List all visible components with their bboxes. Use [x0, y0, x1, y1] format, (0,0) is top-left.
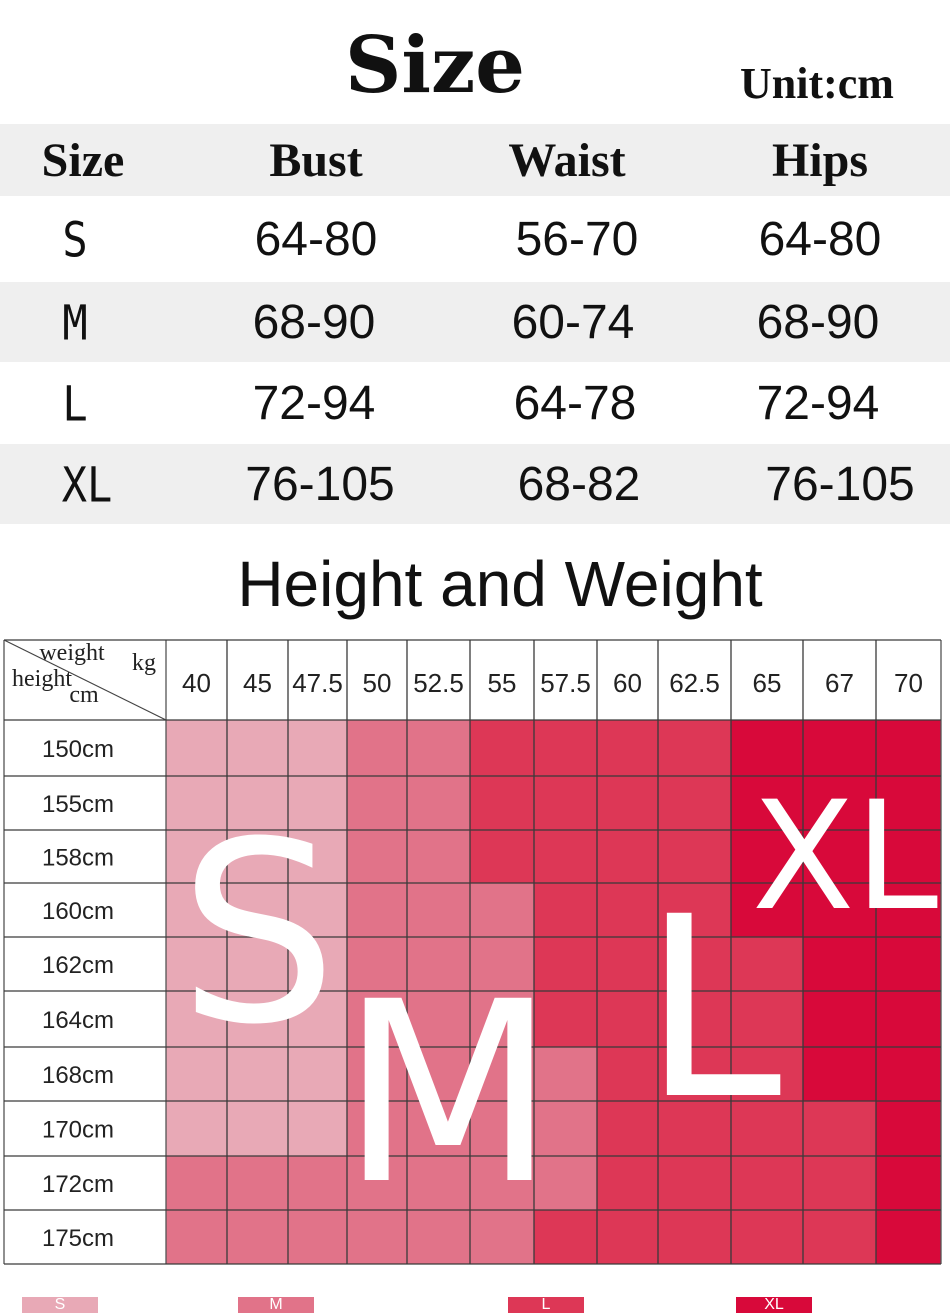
grid-cell-xl [876, 1047, 941, 1101]
grid-cell-s [227, 1101, 288, 1156]
size-overlay-label: L [642, 863, 782, 1154]
size-table-cell: 68-90 [756, 295, 880, 349]
grid-cell-m [347, 830, 407, 883]
size-table-cell: M [62, 293, 88, 351]
height-row-label: 162cm [41, 952, 115, 979]
size-table-row [0, 444, 950, 524]
size-table-cell: 60-74 [511, 295, 635, 349]
grid-cell-l [597, 1156, 658, 1210]
size-overlay-label: M [340, 948, 556, 1239]
grid-cell-l [597, 776, 658, 830]
weight-column-header: 52.5 [413, 668, 464, 698]
size-table-cell: 68-82 [517, 457, 641, 511]
size-table-cell: L [62, 374, 88, 432]
size-table-cell: 68-90 [252, 295, 376, 349]
grid-cell-m [166, 1156, 227, 1210]
size-table-cell: 64-80 [254, 212, 378, 266]
height-weight-grid [0, 630, 950, 1270]
weight-column-header: 55 [487, 668, 517, 698]
grid-cell-xl [876, 1156, 941, 1210]
weight-column-header: 60 [613, 668, 642, 698]
grid-cell-l [658, 720, 731, 776]
weight-column-header: 70 [894, 668, 923, 698]
grid-cell-s [227, 720, 288, 776]
size-chart-title: Size [345, 20, 525, 111]
grid-cell-m [407, 830, 470, 883]
grid-cell-s [166, 720, 227, 776]
grid-cell-l [803, 1156, 876, 1210]
weight-column-header: 67 [825, 668, 854, 698]
grid-cell-s [288, 1101, 347, 1156]
size-table-cell: 56-70 [515, 212, 639, 266]
grid-cell-xl [876, 1210, 941, 1264]
weight-column-header: 62.5 [669, 668, 720, 698]
size-table-cell: 76-105 [245, 457, 395, 511]
corner-weight-label: weight [39, 640, 105, 666]
column-header: Waist [508, 133, 626, 187]
grid-cell-xl [803, 991, 876, 1047]
size-overlay-label: S [178, 788, 338, 1079]
grid-cell-xl [876, 1101, 941, 1156]
corner-kg-label: kg [132, 650, 156, 676]
weight-column-header: 65 [752, 668, 782, 698]
grid-cell-m [407, 720, 470, 776]
size-table-cell: 64-80 [758, 212, 882, 266]
legend-swatch-l: L [508, 1297, 584, 1313]
grid-cell-xl [876, 720, 941, 776]
size-table-row [0, 362, 950, 444]
height-weight-title: Height and Weight [237, 548, 763, 620]
size-table-header [0, 124, 950, 196]
grid-cell-m [407, 883, 470, 937]
weight-column-header: 47.5 [292, 668, 343, 698]
grid-cell-xl [876, 937, 941, 991]
height-row-label: 158cm [41, 844, 115, 872]
grid-cell-l [658, 1210, 731, 1264]
height-row-label: 160cm [41, 898, 115, 925]
grid-cell-m [407, 776, 470, 830]
grid-cell-m [166, 1210, 227, 1264]
grid-cell-l [803, 1210, 876, 1264]
corner-cm-label: cm [69, 682, 99, 708]
grid-cell-l [470, 776, 534, 830]
grid-cell-l [658, 1156, 731, 1210]
grid-cell-l [534, 720, 597, 776]
height-row-label: 170cm [41, 1116, 115, 1144]
legend-swatch-xl: XL [736, 1297, 812, 1313]
grid-cell-m [347, 720, 407, 776]
corner-height-label: height [12, 666, 72, 692]
grid-cell-m [347, 776, 407, 830]
grid-cell-xl [803, 720, 876, 776]
column-header: Bust [269, 133, 363, 187]
column-header: Hips [771, 133, 869, 187]
weight-column-header: 57.5 [540, 668, 591, 698]
grid-cell-l [597, 720, 658, 776]
grid-cell-l [597, 1210, 658, 1264]
grid-cell-l [803, 1101, 876, 1156]
grid-cell-l [534, 883, 597, 937]
grid-cell-m [288, 1156, 347, 1210]
size-table-row [0, 198, 950, 280]
grid-cell-l [534, 830, 597, 883]
height-row-label: 168cm [41, 1062, 115, 1089]
grid-cell-xl [803, 1047, 876, 1101]
grid-cell-l [470, 720, 534, 776]
grid-cell-l [470, 830, 534, 883]
size-table-cell: XL [61, 455, 113, 513]
size-table-cell: S [62, 210, 88, 268]
size-table-cell: 72-94 [252, 376, 376, 430]
size-table-cell: 64-78 [513, 376, 637, 430]
grid-cell-l [731, 1210, 803, 1264]
grid-cell-xl [876, 991, 941, 1047]
size-table-cell: 72-94 [756, 376, 880, 430]
height-row-label: 164cm [41, 1007, 115, 1034]
grid-cell-s [288, 720, 347, 776]
column-header: Size [41, 133, 125, 187]
height-row-label: 150cm [41, 736, 115, 763]
weight-column-header: 40 [182, 668, 211, 698]
grid-cell-m [288, 1210, 347, 1264]
size-table-cell: 76-105 [765, 457, 915, 511]
grid-cell-s [166, 1101, 227, 1156]
grid-cell-l [658, 776, 731, 830]
weight-column-header: 45 [243, 668, 272, 698]
grid-cell-m [227, 1210, 288, 1264]
weight-column-header: 50 [362, 668, 392, 698]
grid-cell-m [470, 883, 534, 937]
grid-cell-xl [731, 720, 803, 776]
height-row-label: 172cm [41, 1171, 115, 1198]
legend-swatch-s: S [22, 1297, 98, 1313]
size-color-legend [0, 1297, 950, 1313]
height-row-label: 175cm [41, 1225, 115, 1252]
size-overlay-label: XL [751, 770, 939, 944]
unit-label: Unit:cm [740, 59, 894, 108]
grid-cell-m [227, 1156, 288, 1210]
height-row-label: 155cm [41, 791, 115, 818]
legend-swatch-m: M [238, 1297, 314, 1313]
grid-cell-m [347, 883, 407, 937]
size-table-row [0, 282, 950, 362]
grid-cell-l [731, 1156, 803, 1210]
grid-cell-xl [803, 937, 876, 991]
grid-cell-l [534, 776, 597, 830]
